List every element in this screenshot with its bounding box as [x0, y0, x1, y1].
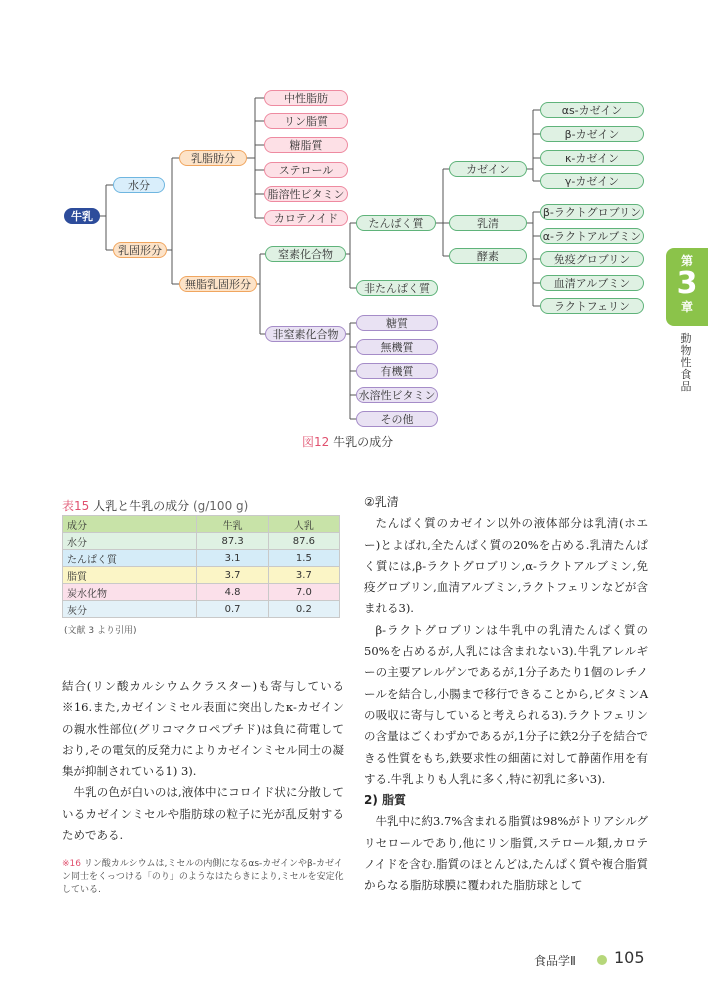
- header-cow-milk: 牛乳: [197, 516, 268, 533]
- node-milk-solids: 乳固形分: [113, 242, 167, 258]
- node-glycolipid: 糖脂質: [264, 137, 348, 153]
- node-alpha-s-casein: αs-カゼイン: [540, 102, 644, 118]
- chapter-tab: [666, 248, 708, 326]
- node-inorganic: 無機質: [356, 339, 438, 355]
- node-non-nitrogen-compounds: 非窒素化合物: [265, 326, 346, 342]
- milk-components-diagram: [0, 0, 708, 450]
- figure-title: 牛乳の成分: [333, 435, 394, 449]
- row-label: 灰分: [63, 601, 197, 618]
- node-serum-albumin: 血清アルブミン: [540, 275, 644, 291]
- connector-lines: [0, 0, 708, 450]
- footnote: [62, 858, 344, 897]
- node-alpha-lactalbumin: α-ラクトアルブミン: [540, 228, 644, 244]
- node-gamma-casein: γ-カゼイン: [540, 173, 644, 189]
- table-unit: (g/100 g): [192, 499, 249, 513]
- paragraph: 牛乳中に約3.7%含まれる脂質は98%がトリアシルグリセロールであり,他にリン脂質,ステロール類,カロテノイドを含む.脂質のほとんどは,たんぱく質や複合脂質からなる脂肪球膜に覆われた脂肪球として: [364, 814, 648, 893]
- node-beta-lactoglobulin: β-ラクトグロブリン: [540, 204, 644, 220]
- node-phospholipid: リン脂質: [264, 113, 348, 129]
- table-caption: [62, 497, 248, 514]
- node-immunoglobulin: 免疫グロブリン: [540, 251, 644, 267]
- node-solids-not-fat: 無脂乳固形分: [179, 276, 257, 292]
- row-label: たんぱく質: [63, 550, 197, 567]
- footer-dot-icon: [597, 955, 607, 965]
- node-lactoferrin: ラクトフェリン: [540, 298, 644, 314]
- node-other: その他: [356, 411, 438, 427]
- cow-value: 0.7: [197, 601, 268, 618]
- human-value: 87.6: [268, 533, 339, 550]
- header-human-milk: 人乳: [268, 516, 339, 533]
- human-value: 3.7: [268, 567, 339, 584]
- human-value: 7.0: [268, 584, 339, 601]
- node-sugar: 糖質: [356, 315, 438, 331]
- table-row: [63, 567, 340, 584]
- right-column-text: [364, 492, 648, 897]
- table-number: 表15: [62, 499, 90, 513]
- row-label: 脂質: [63, 567, 197, 584]
- footnote-mark: ※16: [62, 859, 81, 869]
- human-value: 0.2: [268, 601, 339, 618]
- figure-number: 図12: [302, 435, 330, 449]
- node-milk-fat: 乳脂肪分: [179, 150, 247, 166]
- human-value: 1.5: [268, 550, 339, 567]
- composition-table: [62, 515, 340, 618]
- table-source: (文献 3 より引用): [64, 626, 137, 636]
- node-non-protein: 非たんぱく質: [356, 280, 438, 296]
- header-component: 成分: [63, 516, 197, 533]
- footnote-text: リン酸カルシウムは,ミセルの内側になるαs-カゼインやβ-カゼイン同士をくっつける「のり」のようなはたらきにより,ミセルを安定化している.: [62, 859, 344, 895]
- page-number: 105: [614, 948, 645, 967]
- table-row: [63, 601, 340, 618]
- table-row: [63, 584, 340, 601]
- node-fat-soluble-vitamin: 脂溶性ビタミン: [264, 186, 348, 202]
- left-column-text: [62, 676, 344, 846]
- paragraph: β-ラクトグロブリンは牛乳中の乳清たんぱく質の50%を占めるが,人乳には含まれない3).牛乳アレルギーの主要アレルゲンであるが,1分子あたり1個のレチノールを結合し,小腸まで移行できることから,ビタミンAの吸収に寄与していると考えられる3).ラクトフェリンの含量はごくわずかであるが,1分子に鉄2分子を結合できる性質をもち,鉄要求性の細菌に対して静菌作用を有する.牛乳よりも人乳に多く,特に初乳に多い3).: [364, 622, 648, 786]
- chapter-label: 動物性食品: [680, 332, 692, 393]
- node-organic: 有機質: [356, 363, 438, 379]
- table-row: [63, 533, 340, 550]
- node-water: 水分: [113, 177, 165, 193]
- figure-caption: [302, 433, 393, 450]
- cow-value: 4.8: [197, 584, 268, 601]
- chapter-prefix: 第: [680, 254, 693, 268]
- row-label: 水分: [63, 533, 197, 550]
- paragraph: たんぱく質のカゼイン以外の液体部分は乳清(ホエー)とよばれ,全たんぱく質の20%を占める.乳清たんぱく質には,β-ラクトグロブリン,α-ラクトアルブミン,免疫グロブリン,血清アルブミン,ラクトフェリンなどが含まれる3).: [364, 516, 648, 616]
- chapter-number: 3: [676, 266, 698, 301]
- node-neutral-fat: 中性脂肪: [264, 90, 348, 106]
- table-row: [63, 550, 340, 567]
- section-heading-lipid: 2) 脂質: [364, 793, 407, 808]
- cow-value: 3.1: [197, 550, 268, 567]
- section-heading-whey: ②乳清: [364, 495, 399, 509]
- chapter-suffix: 章: [680, 300, 693, 314]
- node-casein: カゼイン: [449, 161, 527, 177]
- row-label: 炭水化物: [63, 584, 197, 601]
- node-milk: 牛乳: [64, 208, 100, 224]
- book-title: 食品学Ⅱ: [534, 954, 576, 968]
- table-header-row: [63, 516, 340, 533]
- node-sterol: ステロール: [264, 162, 348, 178]
- node-carotenoid: カロテノイド: [264, 210, 348, 226]
- table-title: 人乳と牛乳の成分: [93, 499, 190, 513]
- node-kappa-casein: κ-カゼイン: [540, 150, 644, 166]
- node-enzyme: 酵素: [449, 248, 527, 264]
- cow-value: 87.3: [197, 533, 268, 550]
- node-protein: たんぱく質: [356, 215, 436, 231]
- node-whey: 乳清: [449, 215, 527, 231]
- node-water-soluble-vitamin: 水溶性ビタミン: [356, 387, 438, 403]
- paragraph: 結合(リン酸カルシウムクラスター)も寄与している※16.また,カゼインミセル表面に突出したκ-カゼインの親水性部位(グリコマクロペプチド)は負に荷電しており,その電気的反発力によりカゼインミセル同士の凝集が抑制されている1) 3).: [62, 679, 344, 779]
- node-beta-casein: β-カゼイン: [540, 126, 644, 142]
- paragraph: 牛乳の色が白いのは,液体中にコロイド状に分散しているカゼインミセルや脂肪球の粒子に光が乱反射するためである.: [62, 785, 344, 843]
- node-nitrogen-compounds: 窒素化合物: [265, 246, 346, 262]
- cow-value: 3.7: [197, 567, 268, 584]
